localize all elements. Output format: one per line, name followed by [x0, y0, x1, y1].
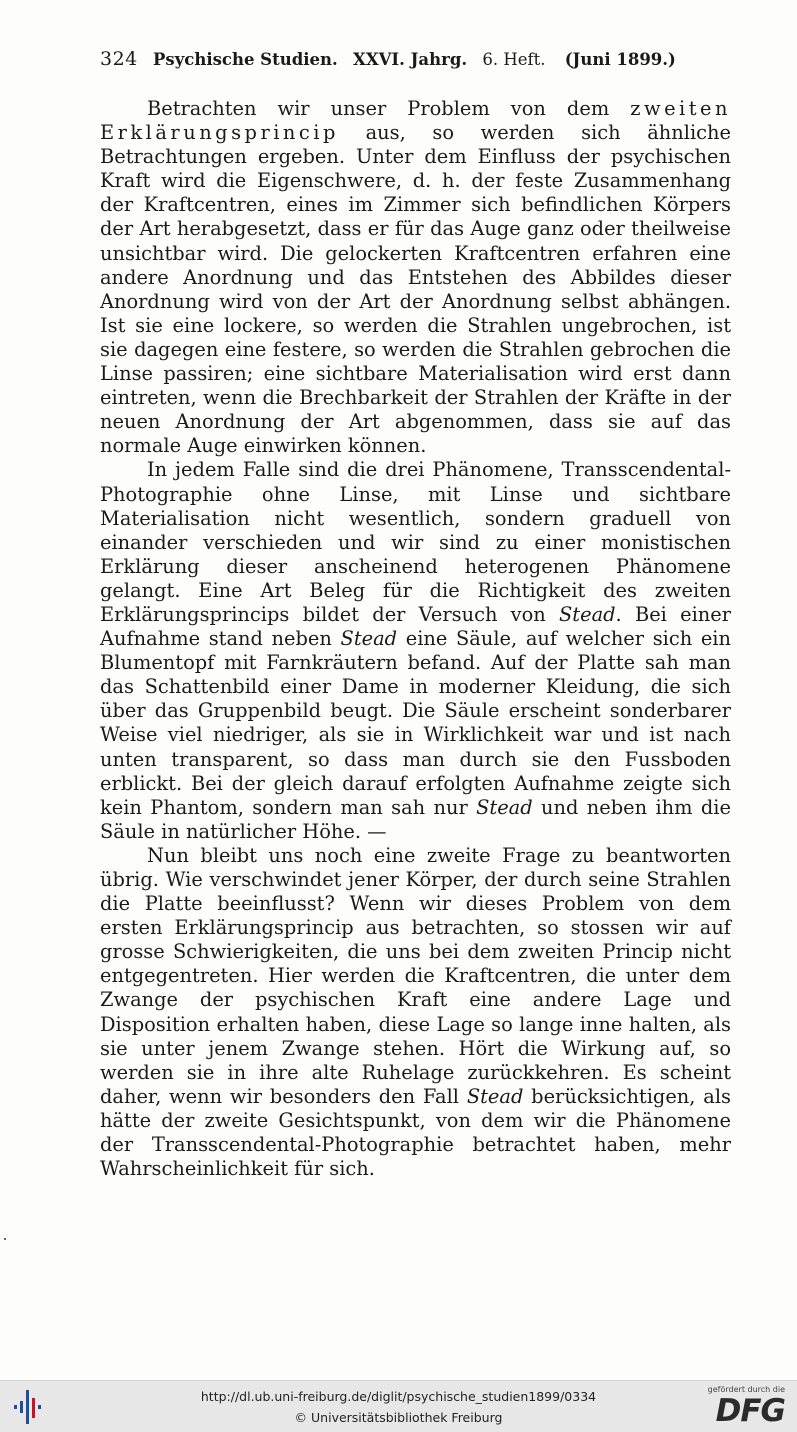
- text-run: eine Säule, auf welcher sich ein Blumentopf mit Farnkräutern befand. Auf der Platte sah man das Schattenbild einer Dame in moderner Kleidung, die sich über das Gruppenbild beugt. Die Säule erscheint sonderbarer Weise viel niedriger, als sie in Wirklichkeit war und ist nach unten transparent, so dass man durch sie den Fussboden erblickt. Bei der gleich darauf erfolgten Aufnahme zeigte sich kein Phantom, sondern man sah nur: [100, 627, 731, 819]
- emphasized-name: Stead: [466, 1084, 524, 1108]
- dfg-logo: DFG: [715, 1393, 785, 1429]
- emphasized-name: Stead: [559, 602, 616, 626]
- text-run: . Bei einer Aufnahme stand neben: [100, 602, 732, 651]
- issue-label: 6. Heft.: [482, 50, 546, 69]
- journal-title: Psychische Studien.: [153, 50, 338, 69]
- document-url[interactable]: http://dl.ub.uni-freiburg.de/diglit/psychische_studien1899/0334: [200, 1389, 597, 1404]
- text-run: Nun bleibt uns noch eine zweite Frage zu beantworten übrig. Wie verschwindet jener Körper, der durch seine Strahlen die Platte beeinflusst? Wenn wir dieses Problem von dem ersten Erklärungsprincip aus betrachten, so stossen wir auf grosse Schwierigkeiten, die uns bei dem zweiten Princip nicht entgegentreten. Hier werden die Kraftcentren, die unter dem Zwange der psychischen Kraft eine andere Lage und Disposition erhalten haben, diese Lage so lange inne halten, als sie unter jenem Zwange stehen. Hört die Wirkung auf, so werden sie in ihre alte Ruhelage zurückkehren. Es scheint daher, wenn wir besonders den Fall: [100, 843, 731, 1108]
- scan-speck: [4, 1238, 6, 1240]
- volume-label: XXVI. Jahrg.: [353, 50, 468, 69]
- paragraph: [100, 458, 731, 844]
- page-number: 324: [100, 48, 138, 70]
- text-run: berücksichtigen, als hätte der zweite Gesichtspunkt, von dem wir die Phänomene der Transscendental-Photographie betrachtet haben, mehr Wahrscheinlichkeit für sich.: [100, 1084, 731, 1181]
- body-text: [100, 97, 731, 1181]
- copyright-notice: © Universitätsbibliothek Freiburg: [294, 1410, 503, 1425]
- funder-caption: gefördert durch die: [707, 1385, 785, 1394]
- text-run: und neben ihm die Säule in natürlicher Höhe. —: [100, 795, 731, 843]
- emphasized-name: Stead: [340, 627, 398, 651]
- text-run: aus, so werden sich ähnliche Betrachtungen ergeben. Unter dem Einfluss der psychischen Kraft wird die Eigenschwere, d. h. der feste Zusammenhang der Kraftcentren, eines im Zimmer sich befindlichen Körpers der Art herabgesetzt, dass er für das Auge ganz oder theilweise unsichtbar wird. Die gelockerten Kraftcentren erfahren eine andere Anordnung und das Entstehen des Abbildes dieser Anordnung wird von der Art der Anordnung selbst abhängen. Ist sie eine lockere, so werden die Strahlen ungebrochen, ist sie dagegen eine festere, so werden die Strahlen gebrochen die Linse passiren; eine sichtbare Materialisation wird erst dann eintreten, wenn die Brechbarkeit der Strahlen der Kräfte in der neuen Anordnung der Art abgenommen, dass sie auf das normale Auge einwirken können.: [100, 121, 731, 458]
- spaced-emphasis: zweiten Erklärungsprincip: [100, 97, 731, 145]
- emphasized-name: Stead: [476, 795, 533, 819]
- text-run: Betrachten wir unser Problem von dem: [147, 97, 631, 120]
- text-run: In jedem Falle sind die drei Phänomene, Transscendental-Photographie ohne Linse, mit Linse und sichtbare Materialisation nicht wesentlich, sondern graduell von einander verschieden und wir sind zu einer monistischen Erklärung dieser anscheinend heterogenen Phänomene gelangt. Eine Art Beleg für die Richtigkeit des zweiten Erklärungsprincips bildet der Versuch von: [100, 458, 731, 626]
- viewer-footer: [0, 1380, 797, 1432]
- issue-date: (Juni 1899.): [564, 50, 676, 69]
- paragraph: [100, 97, 731, 458]
- running-header: [100, 48, 700, 71]
- paragraph: [100, 844, 731, 1181]
